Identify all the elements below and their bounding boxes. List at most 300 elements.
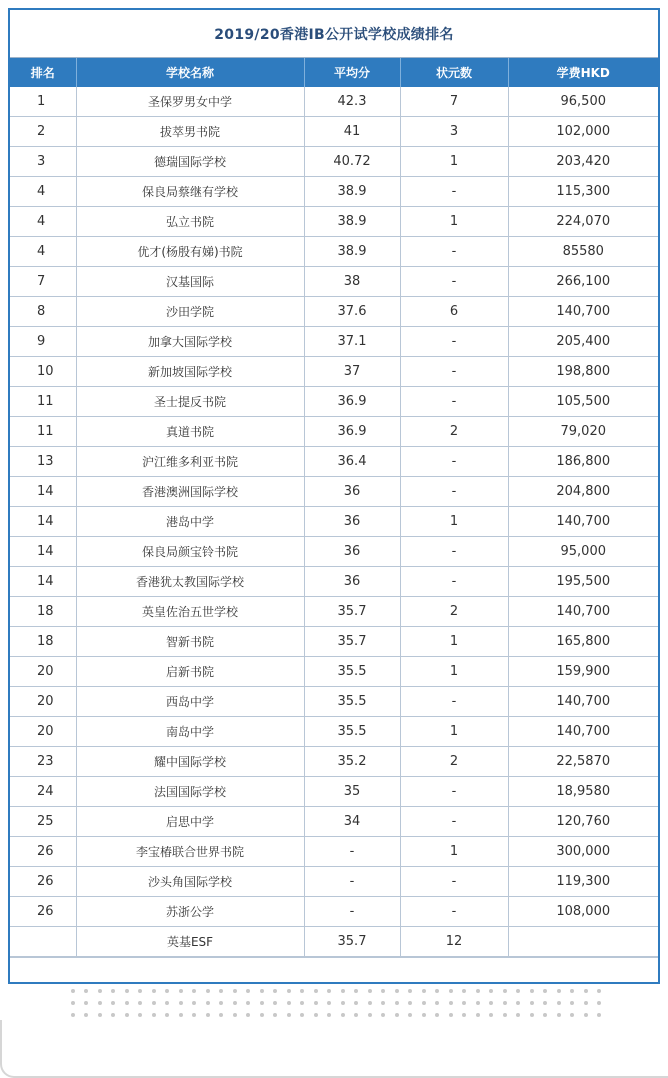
cell-average-score: 35.7 [304, 927, 400, 957]
cell-tuition: 205,400 [508, 327, 658, 357]
decorative-dot [71, 989, 75, 993]
cell-top-scorers: 2 [400, 597, 508, 627]
table-row [10, 597, 658, 627]
cell-rank: 4 [10, 177, 76, 207]
decorative-dot [111, 989, 115, 993]
cell-top-scorers: 1 [400, 657, 508, 687]
decorative-dot [260, 1001, 264, 1005]
decorative-dot [543, 989, 547, 993]
decorative-dot [449, 989, 453, 993]
decorative-dot [327, 989, 331, 993]
cell-average-score: 37.6 [304, 297, 400, 327]
decorative-dot [584, 989, 588, 993]
decorative-dot [206, 1013, 210, 1017]
cell-average-score: 38.9 [304, 237, 400, 267]
decorative-dot [543, 1013, 547, 1017]
cell-top-scorers: 1 [400, 627, 508, 657]
decorative-dot [71, 1001, 75, 1005]
table-row [10, 327, 658, 357]
cell-average-score: 38 [304, 267, 400, 297]
table-footer-space [10, 957, 658, 982]
cell-tuition: 165,800 [508, 627, 658, 657]
cell-rank: 18 [10, 597, 76, 627]
cell-average-score: 35.5 [304, 657, 400, 687]
cell-top-scorers: - [400, 357, 508, 387]
cell-average-score: 37 [304, 357, 400, 387]
table-row [10, 657, 658, 687]
cell-tuition: 102,000 [508, 117, 658, 147]
cell-top-scorers: 7 [400, 87, 508, 117]
decorative-dot [597, 1001, 601, 1005]
header-top-scorers: 状元数 [400, 58, 508, 87]
cell-school-name: 真道书院 [76, 417, 304, 447]
table-row [10, 837, 658, 867]
cell-top-scorers: 1 [400, 207, 508, 237]
decorative-dot [489, 1013, 493, 1017]
decorative-dot [98, 989, 102, 993]
cell-rank: 20 [10, 687, 76, 717]
cell-school-name: 沙田学院 [76, 297, 304, 327]
header-school-name: 学校名称 [76, 58, 304, 87]
cell-tuition: 96,500 [508, 87, 658, 117]
decorative-dot [368, 989, 372, 993]
decorative-dot [314, 989, 318, 993]
decorative-dot [570, 1001, 574, 1005]
cell-rank: 26 [10, 867, 76, 897]
cell-average-score: 36.4 [304, 447, 400, 477]
decorative-dot [354, 989, 358, 993]
cell-average-score: 36.9 [304, 417, 400, 447]
cell-average-score: 36 [304, 537, 400, 567]
decorative-dot [111, 1001, 115, 1005]
cell-top-scorers: - [400, 327, 508, 357]
decorative-dot [597, 1013, 601, 1017]
decorative-dot [341, 989, 345, 993]
cell-school-name: 沙头角国际学校 [76, 867, 304, 897]
cell-rank: 13 [10, 447, 76, 477]
table-row [10, 297, 658, 327]
decorative-dot [570, 1013, 574, 1017]
table-row [10, 627, 658, 657]
cell-average-score: 41 [304, 117, 400, 147]
decorative-dot [408, 1013, 412, 1017]
table-row [10, 417, 658, 447]
table-row [10, 897, 658, 927]
header-tuition: 学费HKD [508, 58, 658, 87]
cell-school-name: 智新书院 [76, 627, 304, 657]
decorative-dot [489, 989, 493, 993]
cell-average-score: 35.7 [304, 597, 400, 627]
decorative-dot [179, 1001, 183, 1005]
cell-tuition: 105,500 [508, 387, 658, 417]
cell-school-name: 拔萃男书院 [76, 117, 304, 147]
cell-rank: 24 [10, 777, 76, 807]
cell-average-score: 38.9 [304, 177, 400, 207]
cell-tuition: 140,700 [508, 597, 658, 627]
decorative-dot [368, 1001, 372, 1005]
table-row [10, 567, 658, 597]
decorative-dot [597, 989, 601, 993]
cell-tuition: 79,020 [508, 417, 658, 447]
decorative-dot [381, 989, 385, 993]
cell-average-score: 36 [304, 477, 400, 507]
decorative-dot [584, 1001, 588, 1005]
decorative-dot [395, 1001, 399, 1005]
decorative-dot [435, 1001, 439, 1005]
decorative-dot [219, 989, 223, 993]
table-row [10, 207, 658, 237]
cell-average-score: - [304, 837, 400, 867]
cell-top-scorers: 2 [400, 747, 508, 777]
cell-rank: 14 [10, 507, 76, 537]
decorative-dot [273, 1013, 277, 1017]
cell-rank: 11 [10, 387, 76, 417]
cell-school-name: 弘立书院 [76, 207, 304, 237]
cell-rank: 26 [10, 897, 76, 927]
cell-tuition: 85580 [508, 237, 658, 267]
cell-rank: 3 [10, 147, 76, 177]
cell-rank: 25 [10, 807, 76, 837]
decorative-bottom-border [0, 1020, 668, 1078]
decorative-dot [381, 1001, 385, 1005]
decorative-dot [84, 989, 88, 993]
decorative-dot [530, 1013, 534, 1017]
decorative-dot [179, 1013, 183, 1017]
table-row [10, 147, 658, 177]
table-row [10, 117, 658, 147]
decorative-dot [152, 1013, 156, 1017]
cell-top-scorers: - [400, 807, 508, 837]
table-row [10, 867, 658, 897]
decorative-dot [192, 1013, 196, 1017]
cell-top-scorers: 1 [400, 837, 508, 867]
cell-school-name: 圣士提反书院 [76, 387, 304, 417]
cell-rank: 8 [10, 297, 76, 327]
cell-average-score: 34 [304, 807, 400, 837]
cell-average-score: 40.72 [304, 147, 400, 177]
decorative-dot [557, 1013, 561, 1017]
decorative-dot [287, 1013, 291, 1017]
cell-school-name: 德瑞国际学校 [76, 147, 304, 177]
decorative-dot [84, 1013, 88, 1017]
cell-rank: 20 [10, 717, 76, 747]
table-row [10, 507, 658, 537]
decorative-dot [435, 989, 439, 993]
cell-average-score: - [304, 897, 400, 927]
decorative-dot [354, 1001, 358, 1005]
cell-top-scorers: - [400, 267, 508, 297]
cell-top-scorers: - [400, 777, 508, 807]
cell-top-scorers: 3 [400, 117, 508, 147]
cell-top-scorers: - [400, 477, 508, 507]
cell-tuition: 140,700 [508, 687, 658, 717]
decorative-dot [503, 1013, 507, 1017]
decorative-dot [395, 1013, 399, 1017]
cell-top-scorers: - [400, 447, 508, 477]
decorative-dot [233, 989, 237, 993]
cell-top-scorers: - [400, 687, 508, 717]
decorative-dot [287, 1001, 291, 1005]
decorative-dot [165, 989, 169, 993]
decorative-dot [206, 989, 210, 993]
cell-top-scorers: 6 [400, 297, 508, 327]
cell-top-scorers: - [400, 387, 508, 417]
table-row [10, 477, 658, 507]
cell-school-name: 李宝椿联合世界书院 [76, 837, 304, 867]
decorative-dot [219, 1013, 223, 1017]
decorative-dot [341, 1001, 345, 1005]
cell-rank: 11 [10, 417, 76, 447]
decorative-dot [557, 989, 561, 993]
table-row [10, 267, 658, 297]
decorative-dot [219, 1001, 223, 1005]
decorative-dot [192, 989, 196, 993]
decorative-dot [422, 989, 426, 993]
decorative-dot [449, 1013, 453, 1017]
decorative-dot [165, 1001, 169, 1005]
table-row [10, 537, 658, 567]
cell-school-name: 英基ESF [76, 927, 304, 957]
cell-tuition: 300,000 [508, 837, 658, 867]
cell-tuition: 203,420 [508, 147, 658, 177]
decorative-dot [152, 1001, 156, 1005]
decorative-dot [273, 989, 277, 993]
cell-tuition: 108,000 [508, 897, 658, 927]
cell-top-scorers: - [400, 897, 508, 927]
decorative-dot [341, 1013, 345, 1017]
table-row [10, 777, 658, 807]
cell-tuition: 186,800 [508, 447, 658, 477]
decorative-dot [476, 1001, 480, 1005]
cell-school-name: 圣保罗男女中学 [76, 87, 304, 117]
cell-tuition: 159,900 [508, 657, 658, 687]
decorative-dot [354, 1013, 358, 1017]
decorative-dot-pattern [66, 985, 606, 1021]
cell-rank: 26 [10, 837, 76, 867]
cell-rank [10, 927, 76, 957]
cell-tuition: 140,700 [508, 717, 658, 747]
decorative-dot [125, 1013, 129, 1017]
table-row [10, 447, 658, 477]
cell-top-scorers: - [400, 537, 508, 567]
decorative-dot [530, 1001, 534, 1005]
cell-rank: 10 [10, 357, 76, 387]
table-header-row [10, 58, 658, 87]
cell-average-score: 35 [304, 777, 400, 807]
decorative-dot [125, 989, 129, 993]
cell-school-name: 优才(杨殷有娣)书院 [76, 237, 304, 267]
decorative-dot [233, 1013, 237, 1017]
decorative-dot [71, 1013, 75, 1017]
table-title: 2019/20香港IB公开试学校成绩排名 [10, 10, 658, 58]
decorative-dot [570, 989, 574, 993]
cell-tuition: 204,800 [508, 477, 658, 507]
decorative-dot [84, 1001, 88, 1005]
cell-rank: 7 [10, 267, 76, 297]
cell-tuition: 224,070 [508, 207, 658, 237]
table-row [10, 717, 658, 747]
decorative-dot [98, 1001, 102, 1005]
cell-average-score: 35.5 [304, 717, 400, 747]
decorative-dot [435, 1013, 439, 1017]
decorative-dot [422, 1013, 426, 1017]
cell-rank: 1 [10, 87, 76, 117]
table-row [10, 87, 658, 117]
cell-school-name: 南岛中学 [76, 717, 304, 747]
decorative-dot [449, 1001, 453, 1005]
decorative-dot [125, 1001, 129, 1005]
cell-tuition [508, 927, 658, 957]
cell-top-scorers: 2 [400, 417, 508, 447]
decorative-dot [516, 1013, 520, 1017]
decorative-dot [314, 1001, 318, 1005]
cell-tuition: 140,700 [508, 297, 658, 327]
cell-top-scorers: 12 [400, 927, 508, 957]
cell-rank: 9 [10, 327, 76, 357]
decorative-dot [516, 989, 520, 993]
cell-tuition: 119,300 [508, 867, 658, 897]
decorative-dot [462, 1013, 466, 1017]
table-row [10, 237, 658, 267]
decorative-dot [489, 1001, 493, 1005]
cell-school-name: 西岛中学 [76, 687, 304, 717]
decorative-dot [273, 1001, 277, 1005]
table-row [10, 747, 658, 777]
decorative-dot [476, 1013, 480, 1017]
cell-rank: 4 [10, 207, 76, 237]
header-rank: 排名 [10, 58, 76, 87]
cell-rank: 20 [10, 657, 76, 687]
cell-school-name: 香港澳洲国际学校 [76, 477, 304, 507]
cell-tuition: 195,500 [508, 567, 658, 597]
decorative-dot [152, 989, 156, 993]
decorative-dot [111, 1013, 115, 1017]
cell-school-name: 港岛中学 [76, 507, 304, 537]
table-row [10, 177, 658, 207]
cell-school-name: 沪江维多利亚书院 [76, 447, 304, 477]
table-row [10, 357, 658, 387]
decorative-dot [287, 989, 291, 993]
decorative-dot [408, 1001, 412, 1005]
ranking-table-frame [8, 8, 660, 984]
decorative-dot [516, 1001, 520, 1005]
decorative-dot [422, 1001, 426, 1005]
table-row [10, 927, 658, 957]
table-body [10, 87, 658, 957]
cell-tuition: 198,800 [508, 357, 658, 387]
decorative-dot [246, 1001, 250, 1005]
decorative-dot [179, 989, 183, 993]
decorative-dot [584, 1013, 588, 1017]
cell-school-name: 启新书院 [76, 657, 304, 687]
decorative-dot [246, 989, 250, 993]
cell-top-scorers: - [400, 567, 508, 597]
cell-school-name: 英皇佐治五世学校 [76, 597, 304, 627]
cell-tuition: 266,100 [508, 267, 658, 297]
cell-rank: 18 [10, 627, 76, 657]
cell-top-scorers: 1 [400, 507, 508, 537]
cell-school-name: 保良局蔡继有学校 [76, 177, 304, 207]
decorative-dot [138, 1013, 142, 1017]
cell-average-score: 35.5 [304, 687, 400, 717]
cell-rank: 4 [10, 237, 76, 267]
cell-average-score: 42.3 [304, 87, 400, 117]
decorative-dot [314, 1013, 318, 1017]
cell-top-scorers: 1 [400, 717, 508, 747]
decorative-dot [395, 989, 399, 993]
cell-rank: 2 [10, 117, 76, 147]
cell-tuition: 18,9580 [508, 777, 658, 807]
ranking-table [10, 58, 658, 957]
cell-school-name: 苏浙公学 [76, 897, 304, 927]
cell-school-name: 启思中学 [76, 807, 304, 837]
decorative-dot [138, 1001, 142, 1005]
cell-average-score: 38.9 [304, 207, 400, 237]
header-average-score: 平均分 [304, 58, 400, 87]
cell-top-scorers: - [400, 867, 508, 897]
cell-tuition: 120,760 [508, 807, 658, 837]
decorative-dot [165, 1013, 169, 1017]
decorative-dot [462, 989, 466, 993]
decorative-dot [300, 1013, 304, 1017]
cell-average-score: 35.7 [304, 627, 400, 657]
cell-tuition: 95,000 [508, 537, 658, 567]
decorative-dot [206, 1001, 210, 1005]
cell-rank: 14 [10, 567, 76, 597]
decorative-dot [192, 1001, 196, 1005]
decorative-dot [260, 1013, 264, 1017]
table-row [10, 807, 658, 837]
cell-tuition: 140,700 [508, 507, 658, 537]
decorative-dot [381, 1013, 385, 1017]
cell-top-scorers: - [400, 237, 508, 267]
decorative-dot [300, 1001, 304, 1005]
cell-top-scorers: - [400, 177, 508, 207]
cell-rank: 14 [10, 537, 76, 567]
cell-school-name: 保良局颜宝铃书院 [76, 537, 304, 567]
cell-school-name: 香港犹太教国际学校 [76, 567, 304, 597]
cell-rank: 14 [10, 477, 76, 507]
cell-average-score: 37.1 [304, 327, 400, 357]
decorative-dot [98, 1013, 102, 1017]
decorative-dot [327, 1013, 331, 1017]
decorative-dot [138, 989, 142, 993]
decorative-dot [408, 989, 412, 993]
decorative-dot [300, 989, 304, 993]
cell-tuition: 22,5870 [508, 747, 658, 777]
cell-average-score: 36.9 [304, 387, 400, 417]
cell-rank: 23 [10, 747, 76, 777]
decorative-dot [233, 1001, 237, 1005]
decorative-dot [503, 1001, 507, 1005]
cell-tuition: 115,300 [508, 177, 658, 207]
cell-school-name: 法国国际学校 [76, 777, 304, 807]
cell-average-score: - [304, 867, 400, 897]
table-row [10, 687, 658, 717]
decorative-dot [503, 989, 507, 993]
decorative-dot [543, 1001, 547, 1005]
table-row [10, 387, 658, 417]
cell-school-name: 加拿大国际学校 [76, 327, 304, 357]
cell-average-score: 36 [304, 567, 400, 597]
cell-school-name: 汉基国际 [76, 267, 304, 297]
cell-average-score: 35.2 [304, 747, 400, 777]
decorative-dot [246, 1013, 250, 1017]
decorative-dot [476, 989, 480, 993]
decorative-dot [530, 989, 534, 993]
decorative-dot [327, 1001, 331, 1005]
cell-school-name: 新加坡国际学校 [76, 357, 304, 387]
